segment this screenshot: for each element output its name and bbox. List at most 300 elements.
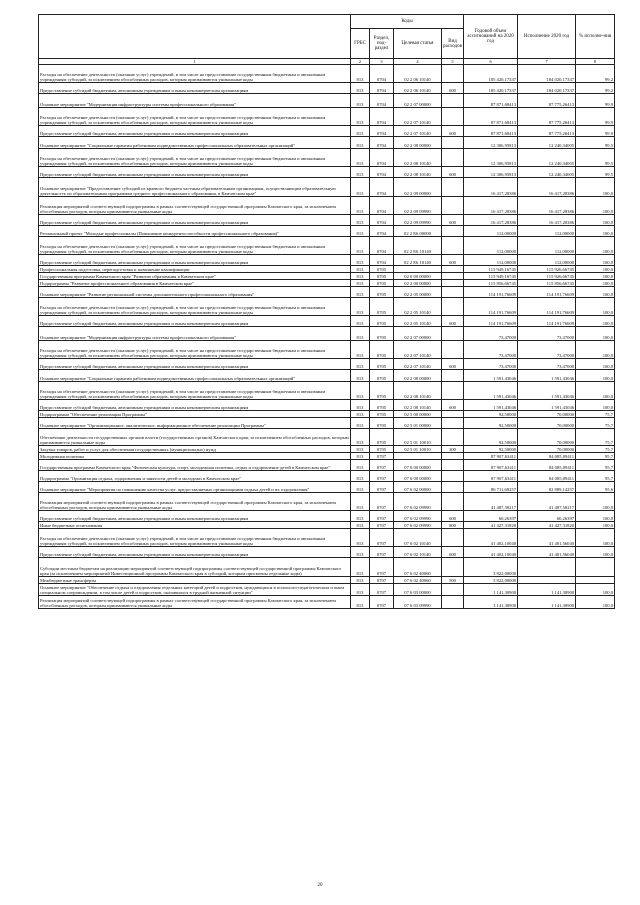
- cell-name: Расходы на обеспечение деятельности (оказание услуг) учреждений, в том числе на предоставление государственным бюджетным и автономным учреждениям субсидий, за исключением обособленных расходов, которым присваиваются уникальные коды: [39, 65, 351, 83]
- col-vr-header: Вид расходов: [442, 29, 464, 59]
- cell-vr: [442, 226, 464, 237]
- cell-exec: [518, 577, 576, 584]
- cell-rz: 0707: [370, 493, 394, 511]
- cell-exec: 82 889,14257: [518, 482, 576, 493]
- cell-vr: [442, 382, 464, 400]
- cell-cs: 07 6 02 40060: [394, 558, 442, 577]
- cell-exec: 114 191,76609: [518, 316, 576, 327]
- cell-name: Расходы на обеспечение деятельности (оказание услуг) учреждений, в том числе на предоставление государственным бюджетным и автономным учреждениям субсидий, за исключением обособленных расходов, которым присваиваются уникальные коды: [39, 529, 351, 547]
- index-cell: 5: [442, 59, 464, 65]
- table-row: [39, 400, 615, 411]
- cell-exec: 12 240,34005: [518, 167, 576, 178]
- cell-pct: 100,0: [576, 359, 615, 370]
- cell-name: Расходы на обеспечение деятельности (оказание услуг) учреждений, в том числе на предоставление государственным бюджетным и автономным учреждениям субсидий, за исключением обособленных расходов, которым присваиваются уникальные коды: [39, 149, 351, 167]
- table-row: [39, 558, 615, 577]
- cell-grbs: 813: [351, 400, 370, 411]
- cell-cs: [394, 453, 442, 460]
- cell-grbs: 813: [351, 429, 370, 446]
- cell-cs: 07 6 02 10140: [394, 529, 442, 547]
- cell-grbs: 813: [351, 370, 370, 382]
- cell-plan: 41 487,58217: [464, 493, 518, 511]
- cell-pct: 95,6: [576, 482, 615, 493]
- cell-vr: 600: [442, 167, 464, 178]
- cell-rz: 0704: [370, 83, 394, 94]
- cell-cs: 02 2 08 00000: [394, 370, 442, 382]
- cell-name: Расходы на обеспечение деятельности (оказание услуг) учреждений, в том числе на предоставление государственным бюджетным и автономным учреждениям субсидий, за исключением обособленных расходов, которым присваиваются уникальные коды: [39, 108, 351, 126]
- table-row: [39, 266, 615, 273]
- cell-rz: 0705: [370, 266, 394, 273]
- cell-exec: 184 020,17337: [518, 65, 576, 83]
- cell-vr: [442, 327, 464, 341]
- cell-name: Предоставление субсидий бюджетным, автономным учреждениям и иным некоммерческим организациям: [39, 167, 351, 178]
- index-cell: 8: [576, 59, 615, 65]
- cell-plan: 115 856,66745: [464, 280, 518, 287]
- cell-exec: 115 926,66745: [518, 273, 576, 280]
- table-row: [39, 511, 615, 522]
- cell-pct: 100,0: [576, 255, 615, 266]
- cell-name: Предоставление субсидий бюджетным, автономным учреждениям и иным некоммерческим организациям: [39, 511, 351, 522]
- cell-vr: [442, 493, 464, 511]
- cell-plan: 87 871,68413: [464, 126, 518, 137]
- cell-grbs: 813: [351, 446, 370, 453]
- cell-name: Основное мероприятие "Социальные гарантии работникам подведомственных профессиональных образовательных организаций": [39, 137, 351, 149]
- cell-grbs: 813: [351, 126, 370, 137]
- cell-cs: 07 6 02 00000: [394, 482, 442, 493]
- cell-grbs: 813: [351, 215, 370, 226]
- cell-name: Субсидии местным бюджетам на реализацию мероприятий соответствующей подпрограммы соответствующей государственной программы Камчатского края (за исключением мероприятий Инвестиционной программы Камчатского края в субсидий, которым присвоены отдельные коды): [39, 558, 351, 577]
- cell-pct: 99,9: [576, 108, 615, 126]
- col-plan-header: Годовой объем ассигнований на 2020 год: [464, 15, 518, 59]
- cell-grbs: 813: [351, 167, 370, 178]
- cell-cs: 07 6 03 09990: [394, 596, 442, 609]
- cell-name: Обеспечение деятельности государственных органов власти (государственных органов) Камчатского края, за исключением обособленных расходов, которым присваиваются уникальные коды: [39, 429, 351, 446]
- cell-exec: 1 591,43046: [518, 370, 576, 382]
- table-row: [39, 226, 615, 237]
- cell-rz: 0707: [370, 529, 394, 547]
- table-row: [39, 547, 615, 558]
- cell-rz: 0707: [370, 547, 394, 558]
- index-cell: 3: [370, 59, 394, 65]
- cell-name: Закупка товаров, работ и услуг для обеспечения государственных (муниципальных) нужд: [39, 446, 351, 453]
- cell-rz: 0705: [370, 382, 394, 400]
- cell-rz: 0705: [370, 341, 394, 359]
- cell-rz: 0707: [370, 596, 394, 609]
- cell-rz: 0704: [370, 197, 394, 215]
- cell-name: Расходы на обеспечение деятельности (оказание услуг) учреждений, в том числе на предоставление государственным бюджетным и автономным учреждениям субсидий, за исключением обособленных расходов, которым присваиваются уникальные коды: [39, 298, 351, 316]
- col-grbs-header: ГРБС: [351, 29, 370, 59]
- cell-pct: [576, 558, 615, 577]
- cell-rz: 0704: [370, 94, 394, 108]
- cell-name: Молодежная политика: [39, 453, 351, 460]
- cell-vr: [442, 149, 464, 167]
- cell-name: Профессиональная подготовка, переподготовка и повышение квалификации: [39, 266, 351, 273]
- cell-name: Предоставление субсидий бюджетным, автономным учреждениям и иным некоммерческим организациям: [39, 400, 351, 411]
- cell-vr: [442, 65, 464, 83]
- cell-rz: 0704: [370, 255, 394, 266]
- cell-cs: 02 2 05 10140: [394, 298, 442, 316]
- table-row: [39, 529, 615, 547]
- cell-rz: 0704: [370, 237, 394, 255]
- cell-grbs: 813: [351, 316, 370, 327]
- cell-name: Предоставление субсидий бюджетным, автономным учреждениям и иным некоммерческим организациям: [39, 255, 351, 266]
- cell-exec: 114 191,76609: [518, 287, 576, 298]
- cell-grbs: 813: [351, 273, 370, 280]
- cell-plan: 16 417,28386: [464, 215, 518, 226]
- index-cell: 6: [464, 59, 518, 65]
- cell-name: Государственная программа Камчатского края "Развитие образования в Камчатском крае": [39, 273, 351, 280]
- cell-plan: 92,50000: [464, 411, 518, 418]
- cell-plan: 41 402,10040: [464, 547, 518, 558]
- cell-exec: 1 141,30900: [518, 584, 576, 596]
- cell-exec: 184 020,17337: [518, 83, 576, 94]
- col-pct-header: % исполне-ния: [576, 15, 615, 59]
- cell-name: Основное мероприятие "Модернизация инфраструктуры системы профессионального образования": [39, 327, 351, 341]
- cell-vr: [442, 280, 464, 287]
- cell-grbs: 813: [351, 418, 370, 429]
- cell-vr: [442, 584, 464, 596]
- cell-grbs: 813: [351, 137, 370, 149]
- col-exec-header: Исполнение 2020 год: [518, 15, 576, 59]
- table-row: [39, 197, 615, 215]
- cell-pct: 99,5: [576, 137, 615, 149]
- table-row: [39, 471, 615, 482]
- cell-pct: 100,0: [576, 237, 615, 255]
- cell-pct: 100,0: [576, 547, 615, 558]
- cell-pct: 100,0: [576, 178, 615, 197]
- cell-vr: [442, 460, 464, 471]
- cell-exec: 73,47000: [518, 341, 576, 359]
- cell-plan: 114 191,76609: [464, 298, 518, 316]
- cell-vr: [442, 178, 464, 197]
- cell-pct: 100,0: [576, 400, 615, 411]
- cell-vr: 600: [442, 255, 464, 266]
- cell-cs: 02 5 00 00000: [394, 411, 442, 418]
- cell-cs: 02 2 E6 10140: [394, 237, 442, 255]
- cell-name: Предоставление субсидий бюджетным, автономным учреждениям и иным некоммерческим организациям: [39, 83, 351, 94]
- table-row: [39, 382, 615, 400]
- cell-name: Региональный проект "Молодые профессионалы (Повышение конкурентоспособности профессионального образования)": [39, 226, 351, 237]
- table-row: [39, 584, 615, 596]
- table-row: [39, 65, 615, 83]
- cell-cs: 02 2 E6 00000: [394, 226, 442, 237]
- cell-rz: 0705: [370, 429, 394, 446]
- cell-vr: 600: [442, 400, 464, 411]
- cell-cs: 02 2 07 00000: [394, 327, 442, 341]
- budget-report-page: [38, 14, 614, 609]
- table-row: [39, 237, 615, 255]
- cell-plan: 86 711,68257: [464, 482, 518, 493]
- cell-name: Иные бюджетные ассигнования: [39, 522, 351, 529]
- table-row: [39, 273, 615, 280]
- cell-plan: 115 949,16745: [464, 273, 518, 280]
- cell-rz: 0707: [370, 522, 394, 529]
- cell-cs: 02 2 00 00000: [394, 280, 442, 287]
- cell-name: Расходы на обеспечение деятельности (оказание услуг) учреждений, в том числе на предоставление государственным бюджетным и автономным учреждениям субсидий, за исключением обособленных расходов, которым присваиваются уникальные коды: [39, 237, 351, 255]
- cell-rz: 0707: [370, 482, 394, 493]
- cell-pct: 100,0: [576, 280, 615, 287]
- cell-rz: 0704: [370, 108, 394, 126]
- cell-vr: [442, 273, 464, 280]
- cell-rz: 0705: [370, 446, 394, 453]
- col-cs-header: Целевая статья: [394, 29, 442, 59]
- cell-plan: 87 871,68413: [464, 94, 518, 108]
- cell-vr: [442, 266, 464, 273]
- cell-cs: 02 2 09 09990: [394, 215, 442, 226]
- cell-vr: [442, 197, 464, 215]
- cell-cs: 02 5 01 10010: [394, 446, 442, 453]
- cell-name: Основное мероприятие "Модернизация инфраструктуры системы профессионального образования": [39, 94, 351, 108]
- cell-vr: 500: [442, 577, 464, 584]
- cell-grbs: 813: [351, 359, 370, 370]
- cell-pct: 100,0: [576, 298, 615, 316]
- cell-cs: 02 2 05 00000: [394, 287, 442, 298]
- cell-exec: 1 591,43046: [518, 382, 576, 400]
- table-row: [39, 460, 615, 471]
- cell-vr: 600: [442, 359, 464, 370]
- cell-exec: 70,00000: [518, 411, 576, 418]
- cell-name: Реализация мероприятий соответствующей подпрограммы в рамках соответствующей государственной программы Камчатского края, за исключением обособленных расходов, которым присваиваются уникальные коды: [39, 197, 351, 215]
- cell-cs: 02 2 08 10140: [394, 382, 442, 400]
- cell-name: Основное мероприятие "Обеспечение отдыха и оздоровления отдельных категорий детей и подростков, нуждающихся в психолого-педагогическом и ином специальном сопровождении, в том числе детей и подростков, оказавшихся в трудной жизненной ситуации": [39, 584, 351, 596]
- cell-rz: 0705: [370, 411, 394, 418]
- budget-table: [38, 14, 615, 609]
- cell-pct: 100,0: [576, 273, 615, 280]
- cell-plan: 92,50000: [464, 446, 518, 453]
- cell-grbs: 813: [351, 255, 370, 266]
- cell-plan: 92,50000: [464, 418, 518, 429]
- cell-exec: 112,00000: [518, 237, 576, 255]
- cell-grbs: 813: [351, 511, 370, 522]
- cell-name: Подпрограмма "Организация отдыха, оздоровления и занятости детей и молодежи в Камчатском крае": [39, 471, 351, 482]
- cell-exec: 70,00000: [518, 429, 576, 446]
- cell-grbs: 813: [351, 341, 370, 359]
- cell-exec: 115 856,66745: [518, 280, 576, 287]
- cell-grbs: 813: [351, 558, 370, 577]
- cell-rz: 0704: [370, 226, 394, 237]
- cell-grbs: 813: [351, 287, 370, 298]
- cell-vr: [442, 453, 464, 460]
- cell-exec: 73,47000: [518, 359, 576, 370]
- cell-name: Подпрограмма "Развитие профессионального образования в Камчатском крае": [39, 280, 351, 287]
- cell-cs: 07 6 02 10140: [394, 547, 442, 558]
- cell-grbs: 813: [351, 577, 370, 584]
- cell-grbs: 813: [351, 411, 370, 418]
- cell-name: Предоставление субсидий бюджетным, автономным учреждениям и иным некоммерческим организациям: [39, 316, 351, 327]
- cell-pct: 75,7: [576, 446, 615, 453]
- cell-name: Основное мероприятие "Мероприятия по повышению качества услуг, предоставляемых организациями отдыха детей и их оздоровления": [39, 482, 351, 493]
- cell-vr: [442, 108, 464, 126]
- cell-cs: 07 6 00 00000: [394, 471, 442, 482]
- cell-grbs: 813: [351, 108, 370, 126]
- index-cell: 2: [351, 59, 370, 65]
- cell-cs: 02 2 08 10140: [394, 149, 442, 167]
- cell-exec: 60,26397: [518, 511, 576, 522]
- cell-cs: 07 6 02 40060: [394, 577, 442, 584]
- cell-rz: 0707: [370, 453, 394, 460]
- cell-cs: 02 2 07 10140: [394, 341, 442, 359]
- cell-plan: 3 822,00000: [464, 558, 518, 577]
- cell-grbs: 813: [351, 237, 370, 255]
- cell-name: Основное мероприятие "Развитие региональной системы дополнительного профессионального образования": [39, 287, 351, 298]
- cell-plan: 87 907,63411: [464, 453, 518, 460]
- cell-pct: 75,7: [576, 429, 615, 446]
- cell-exec: 87 775,26413: [518, 94, 576, 108]
- cell-rz: 0705: [370, 316, 394, 327]
- cell-plan: 12 306,95813: [464, 167, 518, 178]
- cell-grbs: 813: [351, 596, 370, 609]
- cell-cs: 02 2 05 10140: [394, 316, 442, 327]
- cell-vr: [442, 237, 464, 255]
- cell-grbs: 813: [351, 266, 370, 273]
- cell-plan: 73,47000: [464, 359, 518, 370]
- table-row: [39, 411, 615, 418]
- cell-name: Реализация мероприятий соответствующей подпрограммы в рамках соответствующей государственной программы Камчатского края, за исключением обособленных расходов, которым присваиваются уникальные коды: [39, 493, 351, 511]
- cell-pct: 100,0: [576, 493, 615, 511]
- table-row: [39, 178, 615, 197]
- cell-cs: 07 0 00 00000: [394, 460, 442, 471]
- cell-rz: 0704: [370, 178, 394, 197]
- cell-pct: 99,9: [576, 126, 615, 137]
- cell-plan: 73,47000: [464, 327, 518, 341]
- cell-grbs: 813: [351, 529, 370, 547]
- cell-name: Предоставление субсидий бюджетным, автономным учреждениям и иным некоммерческим организациям: [39, 126, 351, 137]
- cell-grbs: 813: [351, 453, 370, 460]
- table-row: [39, 287, 615, 298]
- cell-name: Расходы на обеспечение деятельности (оказание услуг) учреждений, в том числе на предоставление государственным бюджетным и автономным учреждениям субсидий, за исключением обособленных расходов, которым присваиваются уникальные коды: [39, 382, 351, 400]
- cell-rz: 0705: [370, 370, 394, 382]
- table-row: [39, 94, 615, 108]
- cell-rz: 0707: [370, 584, 394, 596]
- cell-grbs: 813: [351, 460, 370, 471]
- table-row: [39, 316, 615, 327]
- cell-rz: 0707: [370, 577, 394, 584]
- cell-pct: 100,0: [576, 266, 615, 273]
- cell-grbs: 813: [351, 382, 370, 400]
- cell-pct: 95,7: [576, 471, 615, 482]
- cell-exec: 16 417,28386: [518, 197, 576, 215]
- cell-plan: 87 871,68413: [464, 108, 518, 126]
- cell-pct: [576, 577, 615, 584]
- cell-vr: 600: [442, 126, 464, 137]
- cell-rz: 0707: [370, 511, 394, 522]
- cell-pct: 99,2: [576, 83, 615, 94]
- col-name-header: [39, 15, 351, 59]
- cell-vr: [442, 94, 464, 108]
- cell-grbs: 813: [351, 471, 370, 482]
- cell-plan: 1 591,43046: [464, 400, 518, 411]
- cell-cs: 02 2 07 10140: [394, 108, 442, 126]
- cell-exec: 41 487,58217: [518, 493, 576, 511]
- table-row: [39, 327, 615, 341]
- cell-vr: [442, 298, 464, 316]
- cell-plan: 41 427,31820: [464, 522, 518, 529]
- cell-cs: [394, 266, 442, 273]
- table-row: [39, 522, 615, 529]
- cell-vr: 600: [442, 215, 464, 226]
- cell-cs: 02 0 00 00000: [394, 273, 442, 280]
- table-row: [39, 167, 615, 178]
- cell-plan: 112,00000: [464, 226, 518, 237]
- index-cell: 4: [394, 59, 442, 65]
- table-row: [39, 418, 615, 429]
- cell-plan: 1 141,30900: [464, 596, 518, 609]
- cell-cs: 02 2 08 10140: [394, 400, 442, 411]
- cell-exec: 84 085,09411: [518, 453, 576, 460]
- cell-rz: 0705: [370, 280, 394, 287]
- cell-pct: 75,7: [576, 418, 615, 429]
- cell-pct: 100,0: [576, 596, 615, 609]
- cell-cs: 02 2 07 10140: [394, 126, 442, 137]
- table-row: [39, 577, 615, 584]
- cell-cs: 02 2 08 10140: [394, 167, 442, 178]
- cell-exec: 87 775,26413: [518, 126, 576, 137]
- cell-plan: 73,47000: [464, 341, 518, 359]
- cell-grbs: 813: [351, 482, 370, 493]
- table-row: [39, 149, 615, 167]
- index-cell: 7: [518, 59, 576, 65]
- cell-grbs: 813: [351, 65, 370, 83]
- cell-rz: 0705: [370, 287, 394, 298]
- cell-grbs: 813: [351, 522, 370, 529]
- cell-grbs: 813: [351, 83, 370, 94]
- cell-grbs: 813: [351, 94, 370, 108]
- cell-exec: 115 926,66745: [518, 266, 576, 273]
- cell-cs: 02 2 09 09990: [394, 197, 442, 215]
- cell-name: Основное мероприятие "Организационное, аналитическое, информационное обеспечение реализации Программы": [39, 418, 351, 429]
- cell-cs: 02 2 07 10140: [394, 359, 442, 370]
- cell-pct: 100,0: [576, 287, 615, 298]
- cell-pct: 100,0: [576, 341, 615, 359]
- cell-rz: 0707: [370, 460, 394, 471]
- cell-exec: 16 417,28386: [518, 215, 576, 226]
- cell-vr: 600: [442, 316, 464, 327]
- cell-rz: 0705: [370, 298, 394, 316]
- cell-grbs: 813: [351, 584, 370, 596]
- cell-vr: 600: [442, 83, 464, 94]
- cell-pct: 95,7: [576, 453, 615, 460]
- table-row: [39, 453, 615, 460]
- cell-exec: 41 401,56040: [518, 547, 576, 558]
- cell-pct: 100,0: [576, 522, 615, 529]
- codes-header: Коды: [351, 15, 464, 29]
- cell-grbs: 813: [351, 149, 370, 167]
- cell-exec: 12 240,34005: [518, 149, 576, 167]
- cell-rz: 0705: [370, 273, 394, 280]
- cell-cs: 02 2 E6 10140: [394, 255, 442, 266]
- table-row: [39, 482, 615, 493]
- cell-exec: 16 417,28386: [518, 178, 576, 197]
- cell-plan: 112,00000: [464, 237, 518, 255]
- cell-name: Расходы на обеспечение деятельности (оказание услуг) учреждений, в том числе на предоставление государственным бюджетным и автономным учреждениям субсидий, за исключением обособленных расходов, которым присваиваются уникальные коды: [39, 341, 351, 359]
- cell-vr: 800: [442, 522, 464, 529]
- cell-plan: 16 417,28386: [464, 197, 518, 215]
- cell-plan: 1 591,43046: [464, 382, 518, 400]
- cell-vr: 600: [442, 511, 464, 522]
- table-row: [39, 137, 615, 149]
- cell-rz: 0707: [370, 471, 394, 482]
- cell-plan: 12 306,95813: [464, 137, 518, 149]
- cell-cs: 02 2 08 00000: [394, 137, 442, 149]
- cell-plan: 87 907,63411: [464, 471, 518, 482]
- cell-name: Межбюджетные трансферты: [39, 577, 351, 584]
- cell-vr: 600: [442, 547, 464, 558]
- cell-rz: 0704: [370, 126, 394, 137]
- table-row: [39, 359, 615, 370]
- cell-rz: 0705: [370, 418, 394, 429]
- cell-exec: 70,00000: [518, 418, 576, 429]
- cell-exec: 84 085,09411: [518, 471, 576, 482]
- cell-plan: 115 949,16745: [464, 266, 518, 273]
